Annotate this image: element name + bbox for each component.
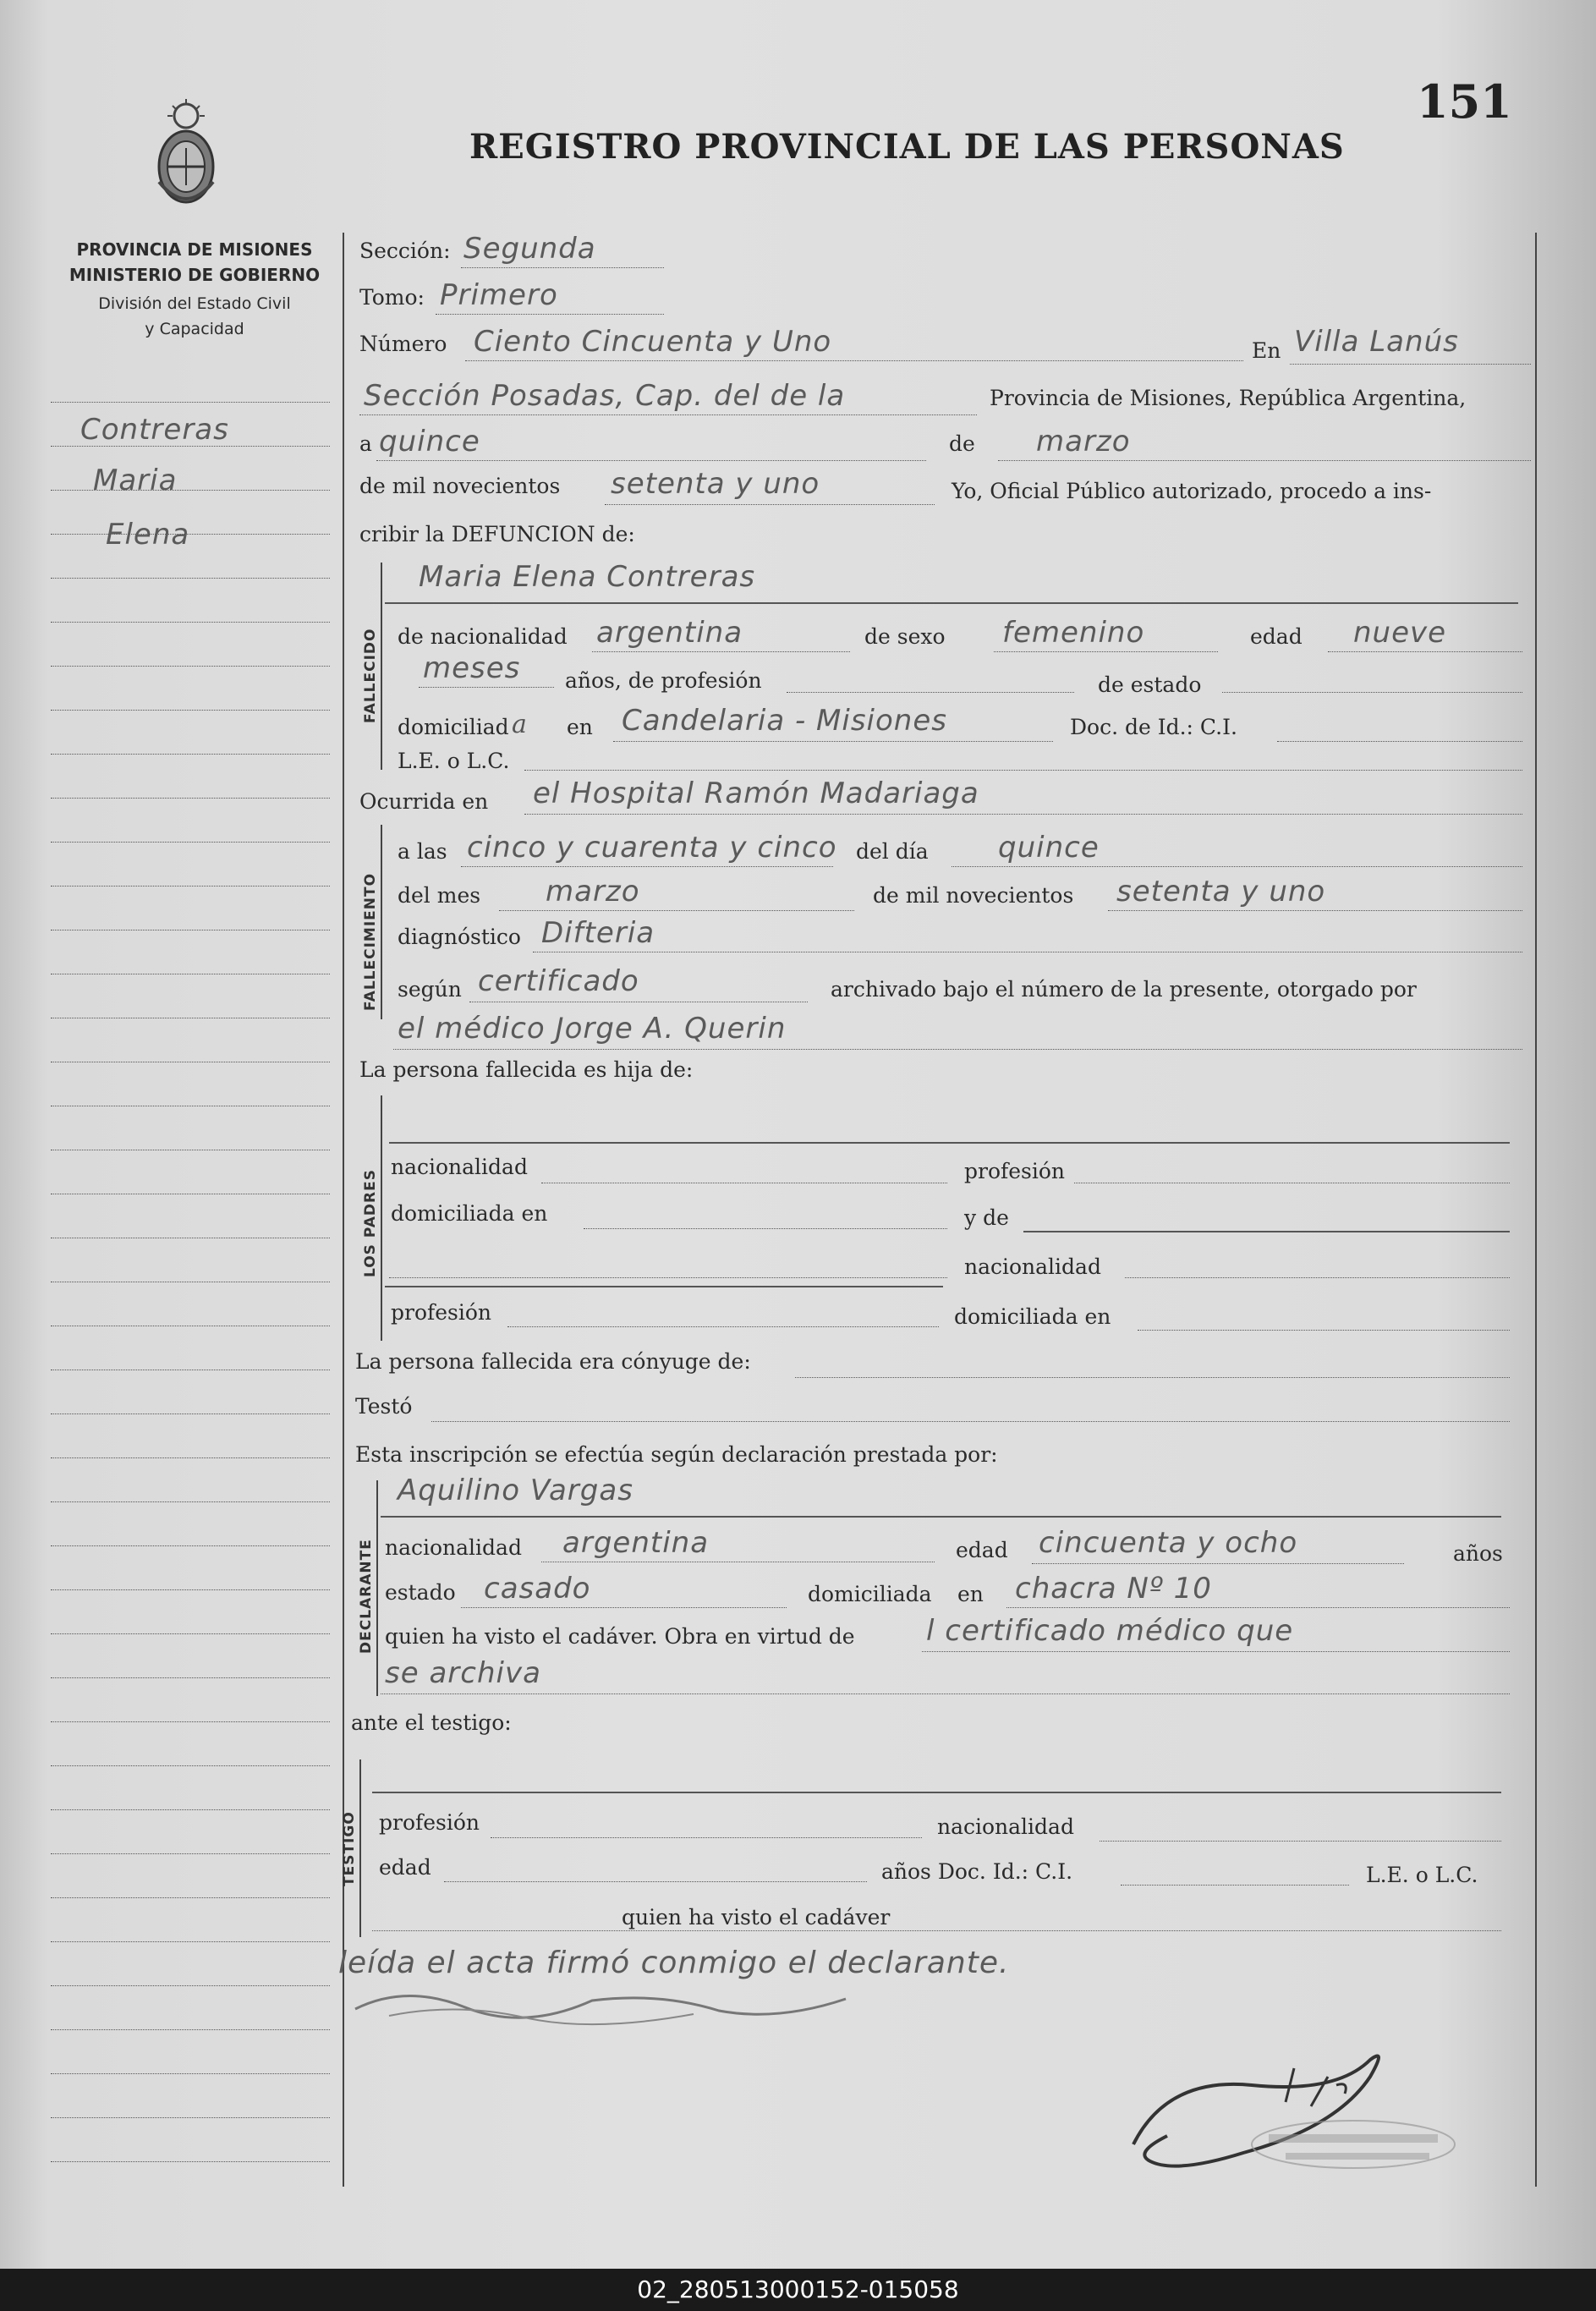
label-sexo: de sexo [864, 624, 946, 649]
value-numero: Ciento Cincuenta y Uno [474, 325, 832, 359]
underline-conyuge [795, 1377, 1510, 1378]
underline-seccion [461, 267, 664, 268]
label-d-domiciliada: domiciliada [808, 1582, 932, 1606]
value-tomo: Primero [440, 278, 558, 312]
margin-rule-line [51, 710, 330, 711]
underline-p-nacionalidad2 [1125, 1277, 1510, 1278]
label-del-dia: del día [856, 839, 929, 864]
underline-edad [1328, 651, 1522, 652]
value-edad: nueve [1353, 616, 1447, 650]
value-en-lugar: Villa Lanús [1294, 325, 1459, 359]
margin-rule-line [51, 1633, 330, 1634]
side-label-declarante: DECLARANTE [358, 1539, 375, 1654]
margin-rule-line [51, 2073, 330, 2074]
underline-edad2 [419, 687, 554, 688]
label-segun: según [398, 977, 462, 1002]
label-ante-testigo: ante el testigo: [351, 1710, 512, 1735]
margin-rule-line [51, 1545, 330, 1546]
margin-rule-line [51, 1941, 330, 1942]
underline-t-edad [444, 1881, 867, 1882]
underline-p-domicilio2 [389, 1277, 947, 1278]
underline-t-nacionalidad [1100, 1841, 1501, 1842]
padres-bracket [381, 1095, 382, 1341]
value-diagnostico: Difteria [541, 916, 655, 950]
label-doc: Doc. de Id.: C.I. [1070, 715, 1237, 739]
value-edad2: meses [423, 651, 521, 685]
side-label-fallecimiento: FALLECIMIENTO [362, 872, 379, 1011]
underline-doc [1277, 741, 1522, 742]
label-d-edad: edad [956, 1538, 1008, 1562]
margin-rule-line [51, 2029, 330, 2030]
label-p-profesion: profesión [964, 1159, 1066, 1183]
label-p-nacionalidad2: nacionalidad [964, 1254, 1101, 1279]
underline-p-domiciliada [584, 1228, 947, 1229]
underline-lugar2 [359, 414, 977, 415]
label-t-cadaver: quien ha visto el cadáver [622, 1905, 891, 1929]
org-line-4: y Capacidad [145, 320, 244, 338]
fallecido-bracket [381, 563, 382, 770]
label-numero: Número [359, 332, 447, 356]
underline-le-lc [524, 770, 1522, 771]
official-signature [1116, 2026, 1472, 2195]
label-anos-profesion: años, de profesión [565, 668, 762, 693]
underline-dia-fall [952, 866, 1522, 867]
label-ocurrida: Ocurrida en [359, 789, 489, 814]
value-sexo: femenino [1002, 616, 1145, 650]
label-t-le: L.E. o L.C. [1366, 1863, 1478, 1887]
underline-testo [431, 1421, 1510, 1422]
footer-caption: 02_280513000152-015058 [637, 2275, 959, 2303]
value-domicilio-sufijo: a [512, 710, 527, 739]
declarante-bracket [376, 1480, 378, 1696]
margin-rule-line [51, 1457, 330, 1458]
underline-declarante [381, 1516, 1501, 1518]
label-t-profesion: profesión [379, 1810, 480, 1835]
value-obra: l certificado médico que [926, 1614, 1294, 1648]
label-a-las: a las [398, 839, 447, 864]
underline-ano [605, 504, 935, 505]
label-p-domiciliada2: domiciliada en [954, 1304, 1111, 1329]
margin-rule-line [51, 886, 330, 887]
label-de-mil2: de mil novecientos [873, 883, 1074, 908]
margin-rule-line [51, 1589, 330, 1590]
label-conyuge: La persona fallecida era cónyuge de: [355, 1349, 751, 1374]
label-tomo: Tomo: [359, 285, 425, 310]
value-ano-fall: setenta y uno [1116, 875, 1326, 908]
value-ocurrida: el Hospital Ramón Madariaga [533, 777, 979, 810]
value-dia-fall: quince [998, 831, 1100, 865]
margin-rule-line [51, 1677, 330, 1678]
value-obra2: se archiva [385, 1656, 541, 1690]
underline-p-domiciliada2 [1138, 1330, 1510, 1331]
value-hora: cinco y cuarenta y cinco [467, 831, 837, 865]
label-de: de [949, 431, 975, 456]
label-d-cadaver: quien ha visto el cadáver. Obra en virtud de [385, 1624, 855, 1649]
margin-rule-line [51, 1853, 330, 1854]
margin-rule-line [51, 666, 330, 667]
value-mes-fall: marzo [546, 875, 640, 908]
underline-padre-nombre [389, 1142, 1510, 1144]
margin-rule-line [51, 1809, 330, 1810]
value-segun: certificado [478, 964, 639, 998]
margin-rule-line [51, 402, 330, 403]
underline-profesion [787, 692, 1074, 693]
value-d-edad: cincuenta y ocho [1039, 1526, 1298, 1560]
margin-rule-line [51, 534, 330, 535]
margin-rule-line [51, 1501, 330, 1502]
value-lugar2: Sección Posadas, Cap. del de la [364, 379, 846, 413]
document-title: REGISTRO PROVINCIAL DE LAS PERSONAS [469, 127, 1345, 167]
label-t-anos: años Doc. Id.: C.I. [881, 1859, 1073, 1884]
side-label-fallecido: FALLECIDO [362, 628, 379, 723]
label-del-mes: del mes [398, 883, 481, 908]
label-d-nacionalidad: nacionalidad [385, 1535, 522, 1560]
margin-rule-line [51, 1985, 330, 1986]
value-dia: quince [379, 425, 480, 458]
label-archivado: archivado bajo el número de la presente, otorgado por [831, 977, 1417, 1002]
value-ano: setenta y uno [611, 467, 820, 501]
testigo-bracket [359, 1759, 361, 1937]
label-le-lc: L.E. o L.C. [398, 749, 510, 773]
label-provincia: Provincia de Misiones, República Argentina, [990, 386, 1467, 410]
underline-obra2 [381, 1693, 1510, 1694]
underline-madre-nombre [1023, 1231, 1510, 1232]
underline-t-profesion [491, 1837, 922, 1838]
value-nacionalidad: argentina [596, 616, 743, 650]
value-d-domicilio: chacra Nº 10 [1015, 1572, 1212, 1606]
underline-medico [393, 1049, 1522, 1050]
label-nacionalidad: de nacionalidad [398, 624, 568, 649]
label-yo-oficial: Yo, Oficial Público autorizado, procedo a ins- [952, 479, 1432, 503]
margin-name-2: Maria [93, 464, 178, 497]
margin-rule-line [51, 2117, 330, 2118]
label-testo: Testó [355, 1394, 413, 1419]
margin-rule-line [51, 1413, 330, 1414]
label-diagnostico: diagnóstico [398, 925, 521, 949]
margin-name-3: Elena [106, 518, 190, 552]
underline-numero [465, 360, 1243, 361]
org-line-3: División del Estado Civil [98, 294, 291, 313]
underline-testigo-nombre [372, 1792, 1501, 1793]
margin-rule-line [51, 1897, 330, 1898]
side-label-testigo: TESTIGO [341, 1811, 358, 1886]
label-p-yde: y de [964, 1205, 1009, 1230]
label-de-mil: de mil novecientos [359, 474, 561, 498]
value-mes: marzo [1036, 425, 1131, 458]
org-line-2: MINISTERIO DE GOBIERNO [69, 265, 321, 285]
value-declarante: Aquilino Vargas [398, 1474, 633, 1507]
label-estado: de estado [1098, 672, 1202, 697]
value-leida: leída el acta firmó conmigo el declarante. [338, 1946, 1010, 1980]
margin-rule-line [51, 2161, 330, 2162]
margin-rule-line [51, 754, 330, 755]
underline-nacionalidad [592, 651, 850, 652]
label-p-nacionalidad: nacionalidad [391, 1155, 528, 1179]
label-hija: La persona fallecida es hija de: [359, 1057, 694, 1082]
margin-rule-line [51, 1721, 330, 1722]
underline-sexo [994, 651, 1218, 652]
value-d-estado: casado [484, 1572, 591, 1606]
label-p-domiciliada: domiciliada en [391, 1201, 548, 1226]
side-label-padres: LOS PADRES [362, 1169, 379, 1277]
value-seccion: Segunda [463, 232, 596, 266]
page-number: 151 [1417, 74, 1512, 129]
underline-d-domicilio [1006, 1607, 1510, 1608]
underline-mes [998, 460, 1531, 461]
underline-p-profesion2 [507, 1326, 939, 1327]
underline-t-cadaver [372, 1930, 1501, 1931]
underline-domicilio [613, 741, 1053, 742]
margin-rule-line [51, 578, 330, 579]
label-declaracion: Esta inscripción se efectúa según declaración prestada por: [355, 1442, 998, 1467]
label-en2: en [567, 715, 593, 739]
value-domicilio: Candelaria - Misiones [622, 704, 947, 738]
underline-nombre [385, 602, 1518, 604]
label-d-estado: estado [385, 1580, 456, 1605]
label-edad: edad [1250, 624, 1303, 649]
margin-rule-line [51, 798, 330, 799]
coat-of-arms-icon [144, 97, 228, 216]
margin-name-1: Contreras [80, 413, 229, 447]
value-d-nacionalidad: argentina [562, 1526, 710, 1560]
underline-obra [922, 1651, 1510, 1652]
underline-d-edad [1032, 1563, 1404, 1564]
underline-dia [376, 460, 926, 461]
underline-tomo [436, 314, 664, 315]
label-en: En [1252, 338, 1281, 363]
underline-estado [1222, 692, 1522, 693]
label-cribir: cribir la DEFUNCION de: [359, 522, 635, 546]
underline-mes-fall [499, 910, 854, 911]
label-d-en: en [957, 1582, 984, 1606]
label-d-anos: años [1453, 1541, 1503, 1566]
margin-rule-line [51, 842, 330, 843]
label-seccion: Sección: [359, 239, 451, 263]
underline-t-doc [1121, 1885, 1349, 1886]
underline-hora [461, 866, 833, 867]
underline-ocurrida [524, 814, 1522, 815]
org-line-1: PROVINCIA DE MISIONES [76, 239, 313, 260]
label-p-profesion2: profesión [391, 1300, 492, 1325]
underline-ano-fall [1108, 910, 1522, 911]
label-a: a [359, 431, 372, 456]
underline-d-estado [461, 1607, 787, 1608]
label-t-nacionalidad: nacionalidad [937, 1814, 1074, 1839]
underline-en [1290, 364, 1531, 365]
padres-divider [385, 1286, 943, 1287]
declarant-signature [338, 1975, 888, 2026]
main-right-border [1535, 233, 1537, 2187]
margin-rule-line [51, 1765, 330, 1766]
value-nombre: Maria Elena Contreras [419, 560, 756, 594]
margin-rule-line [51, 622, 330, 623]
main-left-border [343, 233, 344, 2187]
fallecimiento-bracket [381, 825, 382, 1019]
label-domiciliad: domiciliad [398, 715, 509, 739]
label-t-edad: edad [379, 1855, 431, 1880]
value-medico: el médico Jorge A. Querin [398, 1012, 787, 1046]
